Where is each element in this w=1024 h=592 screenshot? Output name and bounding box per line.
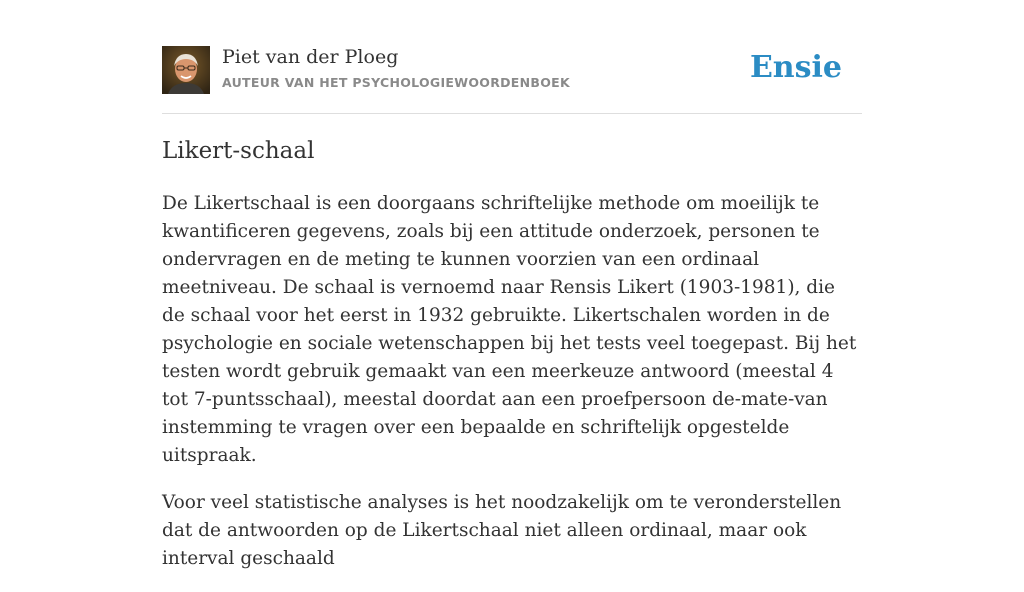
article-paragraph-1: De Likertschaal is een doorgaans schriftelijke methode om moeilijk te kwantificeren gegevens, zoals bij een attitude onderzoek, personen te ondervragen en de meting te kunnen voorzien van een ordinaal meetniveau. De schaal is vernoemd naar Rensis Likert (1903-1981), die de schaal voor het eerst in 1932 gebruikte. Likertschalen worden in de psychologie en sociale wetenschappen bij het tests veel toegepast. Bij het testen wordt gebruik gemaakt van een meerkeuze antwoord (meestal 4 tot 7-puntsschaal), meestal doordat aan een proefpersoon de-mate-van instemming te vragen over een bepaalde en schriftelijk opgestelde uitspraak. [162,193,857,466]
author-portrait-icon [162,46,210,94]
article-paragraph-2: Voor veel statistische analyses is het noodzakelijk om te veronderstellen dat de antwoorden op de Likertschaal niet alleen ordinaal, maar ook interval geschaald [162,492,842,569]
article-title: Likert-schaal [162,138,315,164]
author-avatar[interactable] [162,46,210,94]
header-divider [162,113,862,114]
author-name[interactable]: Piet van der Ploeg [222,46,399,68]
brand-logo[interactable]: Ensie [749,50,842,85]
author-role: AUTEUR VAN HET PSYCHOLOGIEWOORDENBOEK [222,75,570,90]
article-body [162,190,862,592]
article-header [162,46,862,96]
